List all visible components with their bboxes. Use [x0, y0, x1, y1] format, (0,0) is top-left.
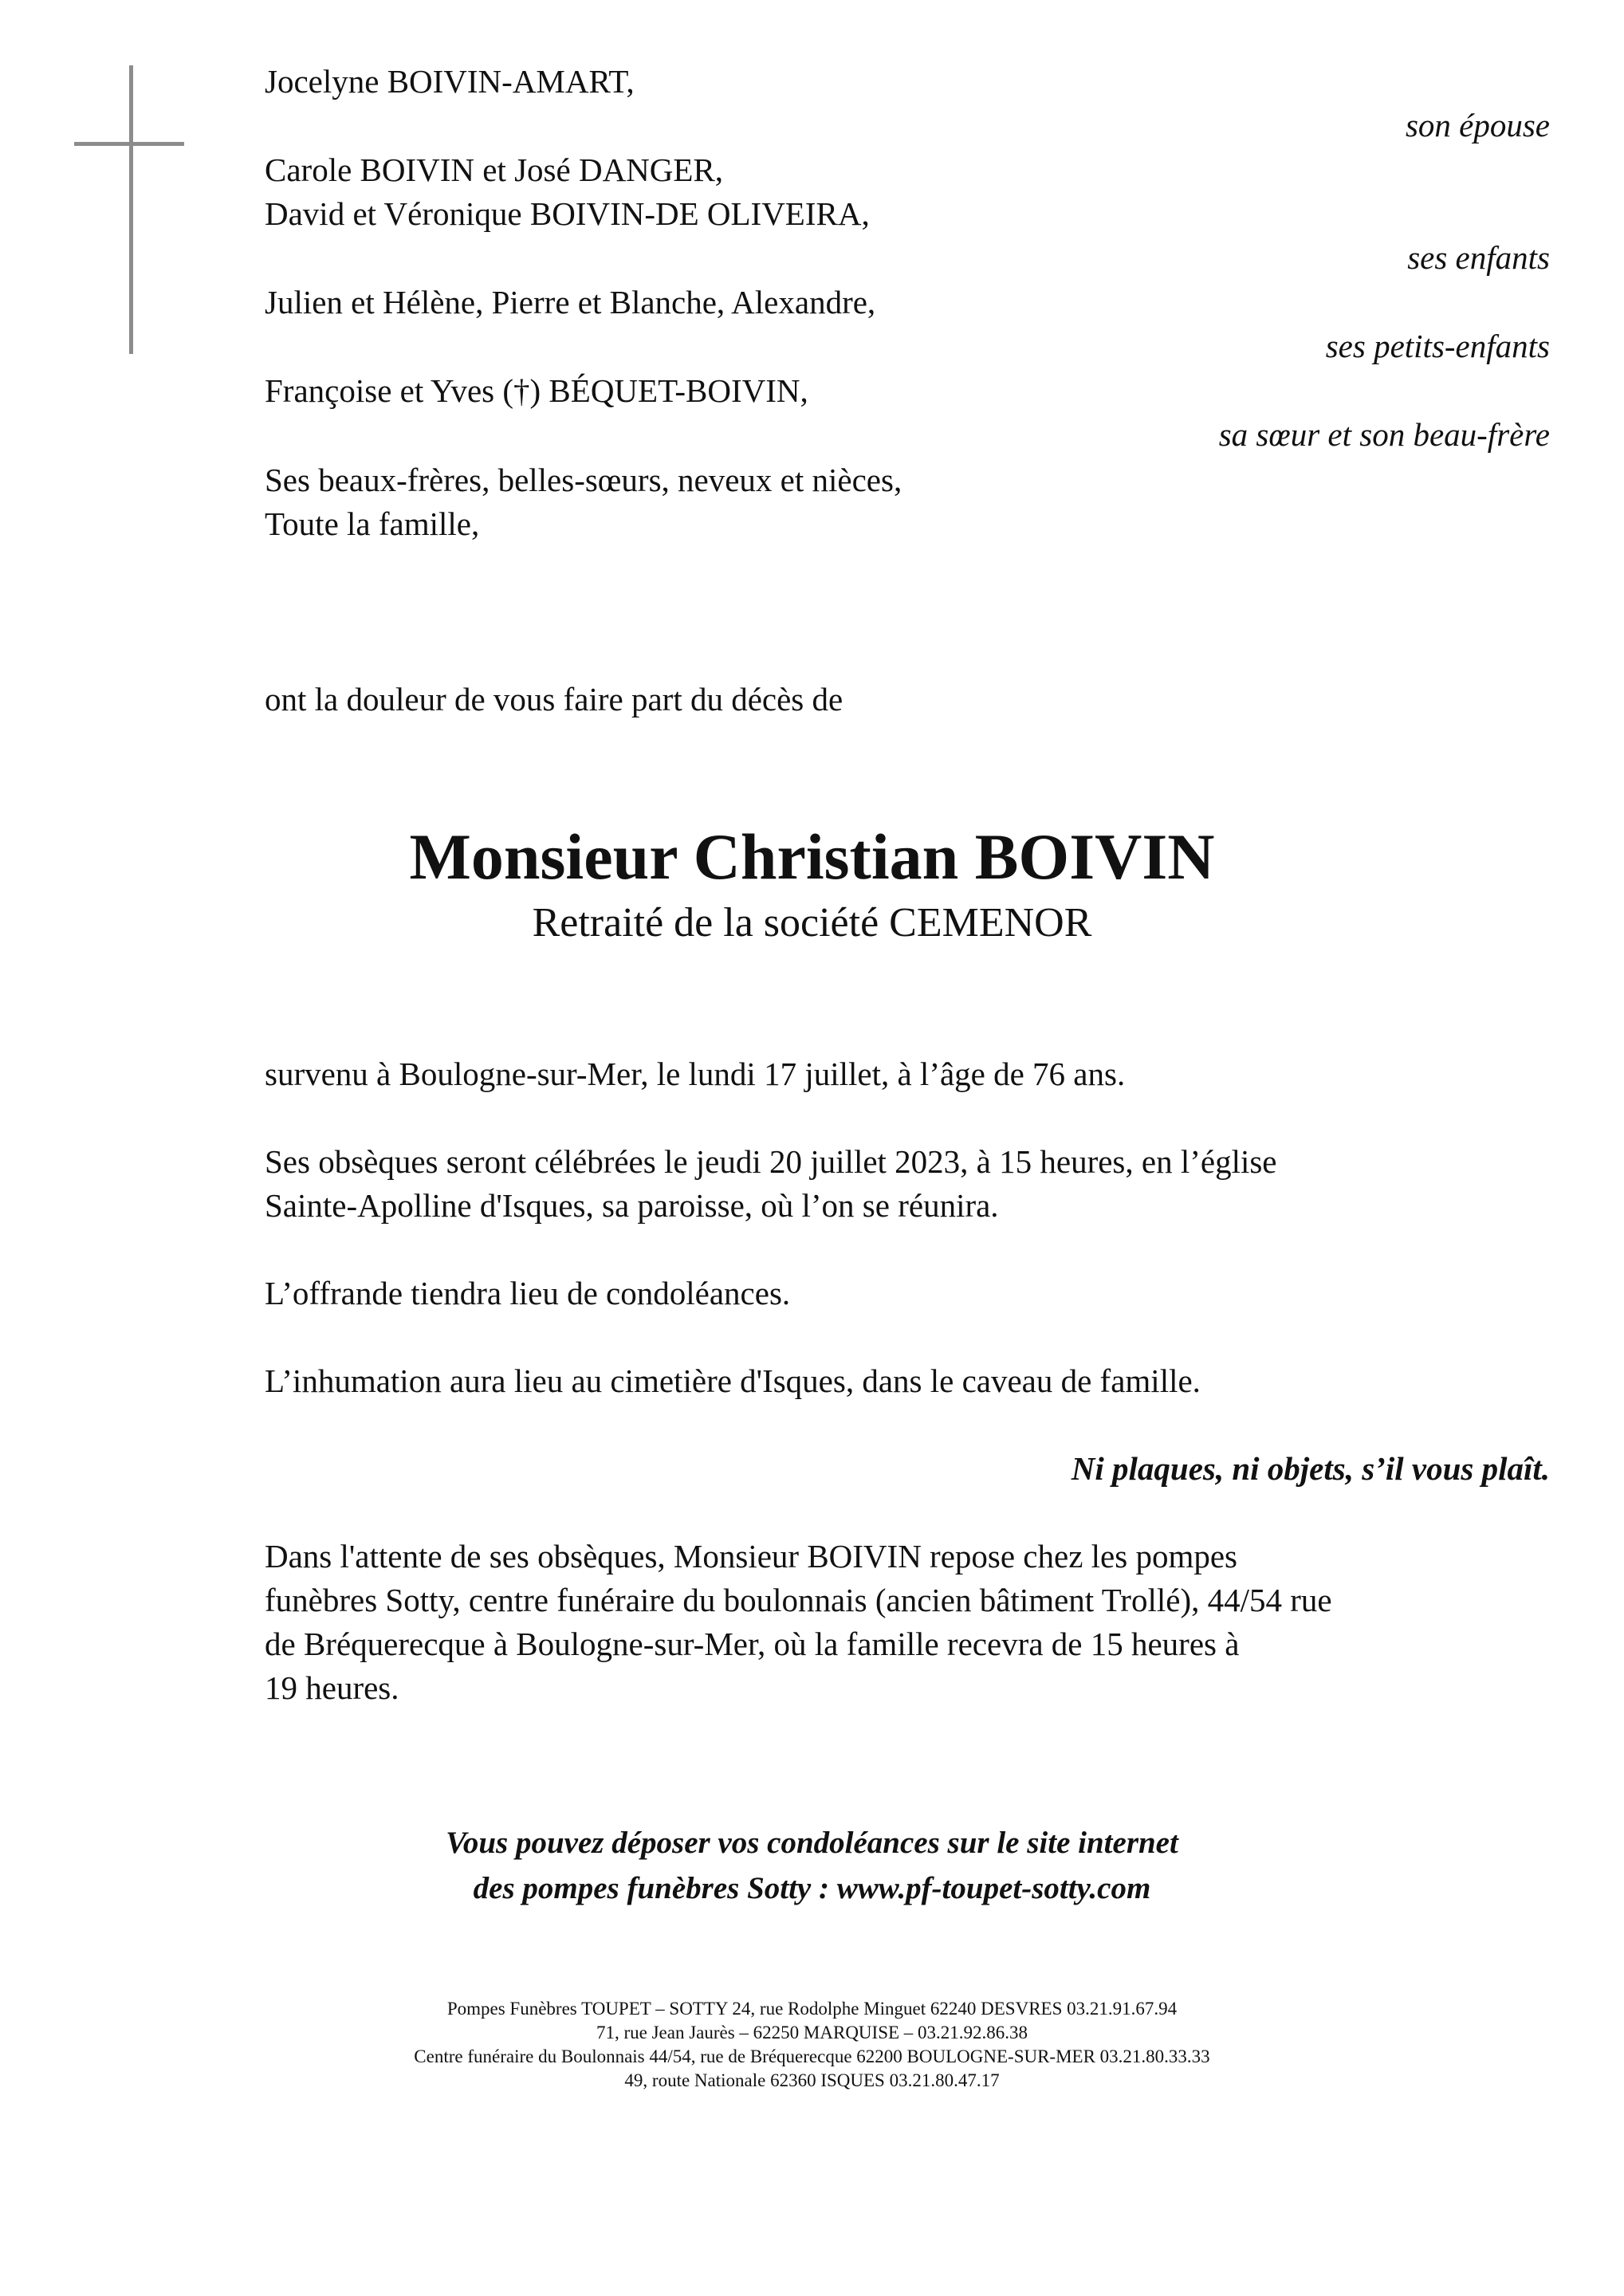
announcement-text: ont la douleur de vous faire part du décès de [265, 681, 843, 718]
rest-line-2: funèbres Sotty, centre funéraire du boulonnais (ancien bâtiment Trollé), 44/54 rue [265, 1582, 1332, 1618]
grandchildren-names: Julien et Hélène, Pierre et Blanche, Alexandre, [265, 284, 876, 320]
rest-line-3: de Bréquerecque à Boulogne-sur-Mer, où la famille recevra de 15 heures à [265, 1626, 1240, 1662]
funeral-line-2: Sainte-Apolline d'Isques, sa paroisse, où l’on se réunira. [265, 1187, 999, 1224]
children-relation: ses enfants [1407, 239, 1550, 276]
grandchildren-relation: ses petits-enfants [1325, 328, 1550, 364]
child-line-1: Carole BOIVIN et José DANGER, [265, 151, 724, 188]
offering-text: L’offrande tiendra lieu de condoléances. [265, 1275, 791, 1311]
footer-line-2: 71, rue Jean Jaurès – 62250 MARQUISE – 03.21.92.86.38 [596, 2023, 1028, 2042]
no-flowers-notice: Ni plaques, ni objets, s’il vous plaît. [1071, 1450, 1550, 1487]
child-line-2: David et Véronique BOIVIN-DE OLIVEIRA, [265, 195, 870, 232]
condolences-line-1: Vous pouvez déposer vos condoléances sur le site internet [446, 1826, 1178, 1860]
burial-text: L’inhumation aura lieu au cimetière d'Isques, dans le caveau de famille. [265, 1362, 1201, 1399]
footer-line-4: 49, route Nationale 62360 ISQUES 03.21.80.47.17 [624, 2070, 1000, 2090]
footer-line-1: Pompes Funèbres TOUPET – SOTTY 24, rue Rodolphe Minguet 62240 DESVRES 03.21.91.67.94 [446, 1999, 1178, 2019]
extended-family-line-1: Ses beaux-frères, belles-sœurs, neveux et nièces, [265, 462, 902, 498]
footer-line-3: Centre funéraire du Boulonnais 44/54, rue de Bréquerecque 62200 BOULOGNE-SUR-MER 03.21.80.33.33 [414, 2046, 1210, 2066]
spouse-name: Jocelyne BOIVIN-AMART, [265, 63, 635, 100]
rest-line-1: Dans l'attente de ses obsèques, Monsieur BOIVIN repose chez les pompes [265, 1538, 1237, 1575]
extended-family-line-2: Toute la famille, [265, 505, 480, 542]
cross-vertical-bar [129, 65, 133, 354]
cross-horizontal-bar [74, 142, 184, 146]
spouse-relation: son épouse [1405, 107, 1550, 144]
rest-line-4: 19 heures. [265, 1669, 399, 1706]
sister-names: Françoise et Yves (†) BÉQUET-BOIVIN, [265, 372, 808, 409]
sister-relation: sa sœur et son beau-frère [1218, 416, 1550, 453]
death-details: survenu à Boulogne-sur-Mer, le lundi 17 juillet, à l’âge de 76 ans. [265, 1056, 1126, 1092]
deceased-name: Monsieur Christian BOIVIN [409, 820, 1215, 893]
deceased-subtitle: Retraité de la société CEMENOR [532, 900, 1092, 946]
condolences-line-2: des pompes funèbres Sotty : www.pf-toupet-sotty.com [473, 1871, 1151, 1905]
funeral-line-1: Ses obsèques seront célébrées le jeudi 20 juillet 2023, à 15 heures, en l’église [265, 1143, 1277, 1180]
